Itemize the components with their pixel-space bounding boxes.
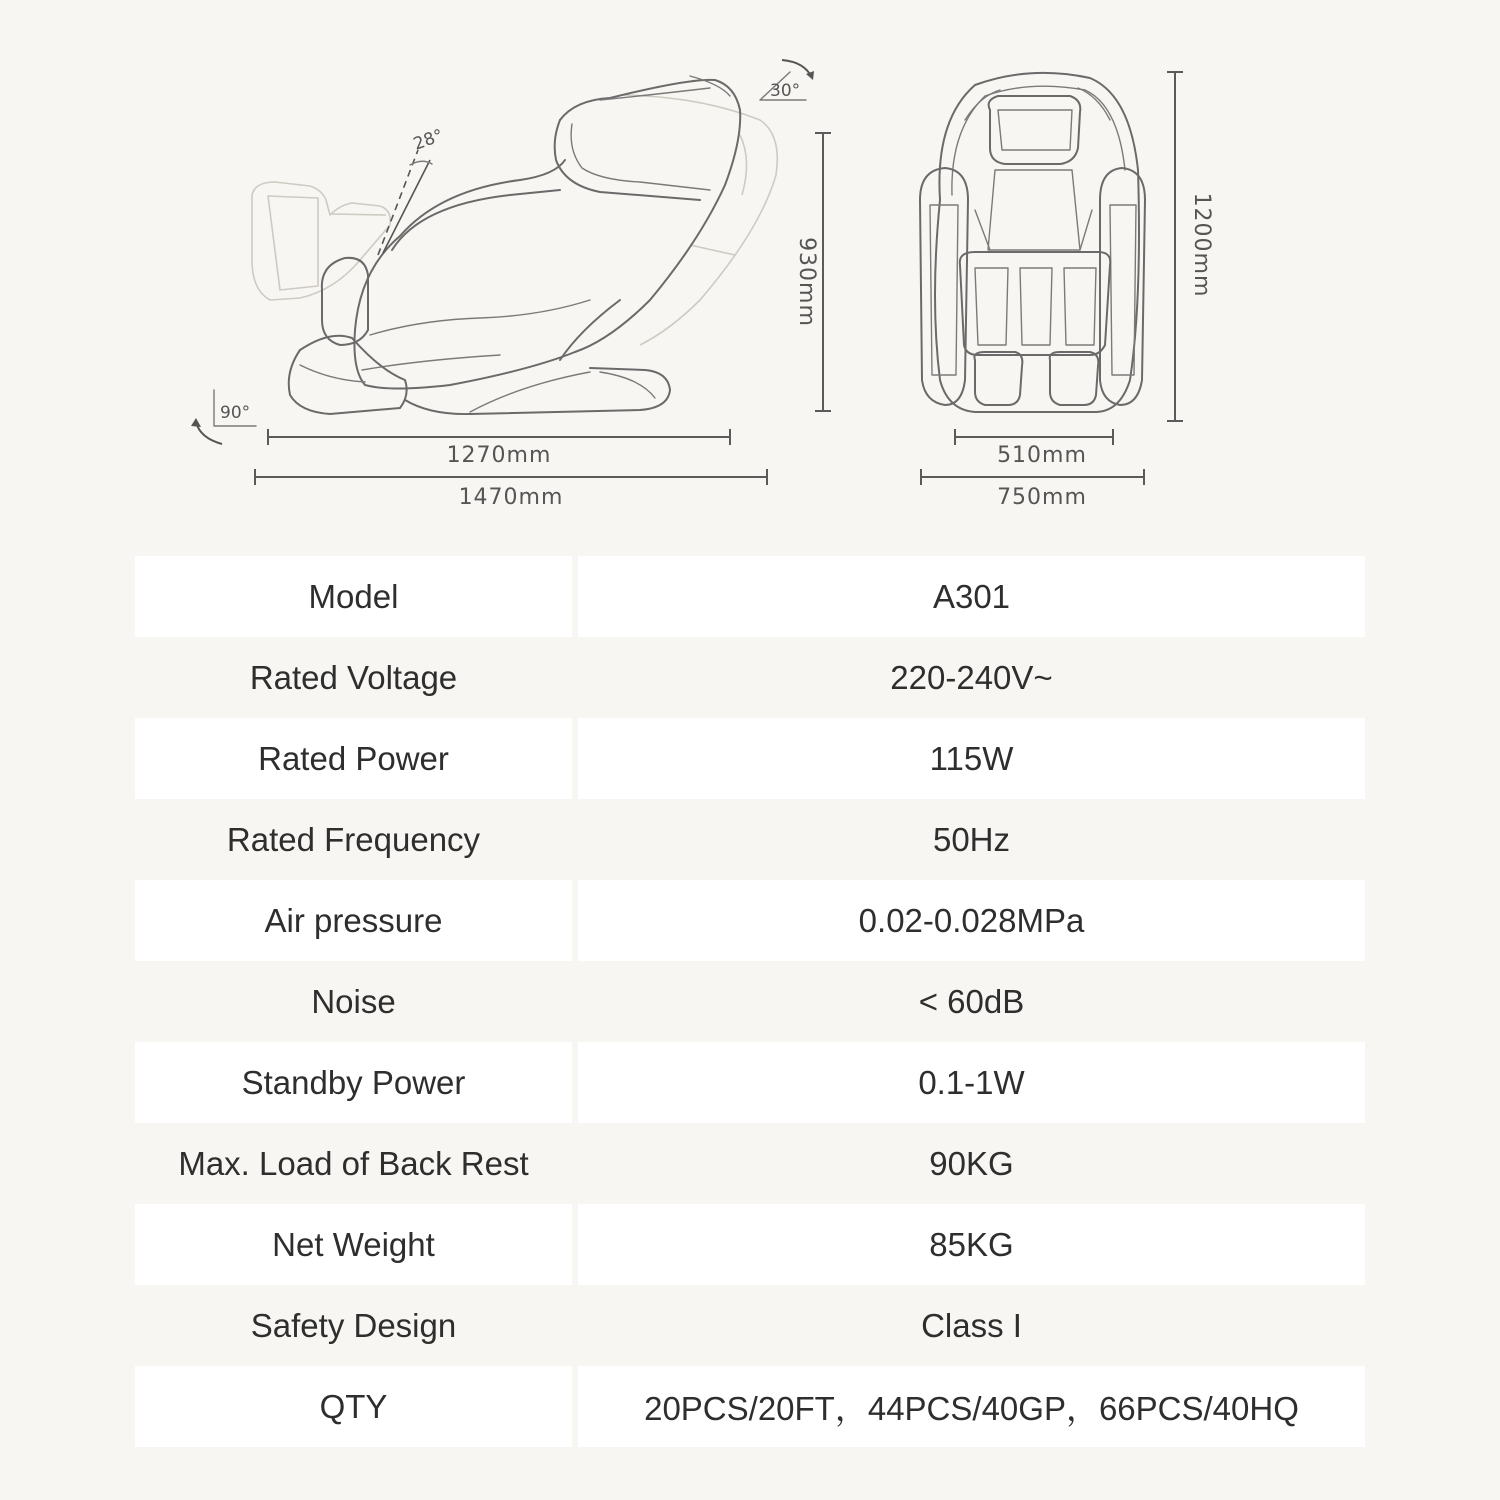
- spec-value: 220-240V~: [890, 658, 1053, 696]
- spec-row-model: [135, 556, 1365, 637]
- spec-value: < 60dB: [918, 982, 1025, 1020]
- spec-row-qty: [135, 1366, 1365, 1447]
- angle-label-foot: 90°: [220, 403, 251, 423]
- spec-row-air-pressure: [135, 880, 1365, 961]
- side-view-chair: [191, 60, 814, 444]
- spec-label: Model: [135, 556, 572, 637]
- spec-value: A301: [578, 556, 1365, 637]
- spec-row-rated-power: [135, 718, 1365, 799]
- spec-row-net-weight: [135, 1204, 1365, 1285]
- angle-label-back: 28°: [410, 125, 447, 155]
- spec-row-standby-power: [135, 1042, 1365, 1123]
- dim-length-inner: 1270mm: [446, 443, 552, 468]
- angle-label-top: 30°: [770, 81, 801, 101]
- spec-value: 20PCS/20FT，44PCS/40GP，66PCS/40HQ: [578, 1366, 1365, 1447]
- side-dimensions: [255, 133, 831, 510]
- spec-row-noise: [135, 961, 1365, 1042]
- dim-height-front: 1200mm: [1189, 192, 1214, 298]
- dimension-drawing: [0, 0, 1500, 530]
- dim-width-outer: 750mm: [997, 485, 1087, 510]
- spec-label: Safety Design: [250, 1306, 457, 1344]
- spec-row-rated-voltage: [135, 637, 1365, 718]
- spec-label: QTY: [135, 1366, 572, 1447]
- spec-value: 115W: [578, 718, 1365, 799]
- spec-row-rated-frequency: [135, 799, 1365, 880]
- spec-value: 90KG: [929, 1144, 1014, 1182]
- spec-label: Standby Power: [135, 1042, 572, 1123]
- dim-width-inner: 510mm: [997, 443, 1087, 468]
- front-dimensions: [921, 72, 1214, 510]
- spec-value: 0.1-1W: [578, 1042, 1365, 1123]
- dim-height-side: 930mm: [794, 237, 819, 327]
- spec-value: Class I: [921, 1306, 1022, 1344]
- spec-label: Max. Load of Back Rest: [178, 1144, 529, 1182]
- spec-value: 0.02-0.028MPa: [578, 880, 1365, 961]
- spec-label: Rated Power: [135, 718, 572, 799]
- spec-label: Rated Voltage: [249, 658, 458, 696]
- spec-label: Rated Frequency: [226, 820, 481, 858]
- spec-table: [135, 556, 1365, 1447]
- spec-label: Air pressure: [135, 880, 572, 961]
- dim-length-outer: 1470mm: [458, 485, 564, 510]
- front-view-chair: [920, 73, 1145, 412]
- spec-label: Net Weight: [135, 1204, 572, 1285]
- spec-row-max-load: [135, 1123, 1365, 1204]
- spec-value: 50Hz: [932, 820, 1011, 858]
- spec-row-safety-design: [135, 1285, 1365, 1366]
- spec-value: 85KG: [578, 1204, 1365, 1285]
- spec-label: Noise: [311, 982, 396, 1020]
